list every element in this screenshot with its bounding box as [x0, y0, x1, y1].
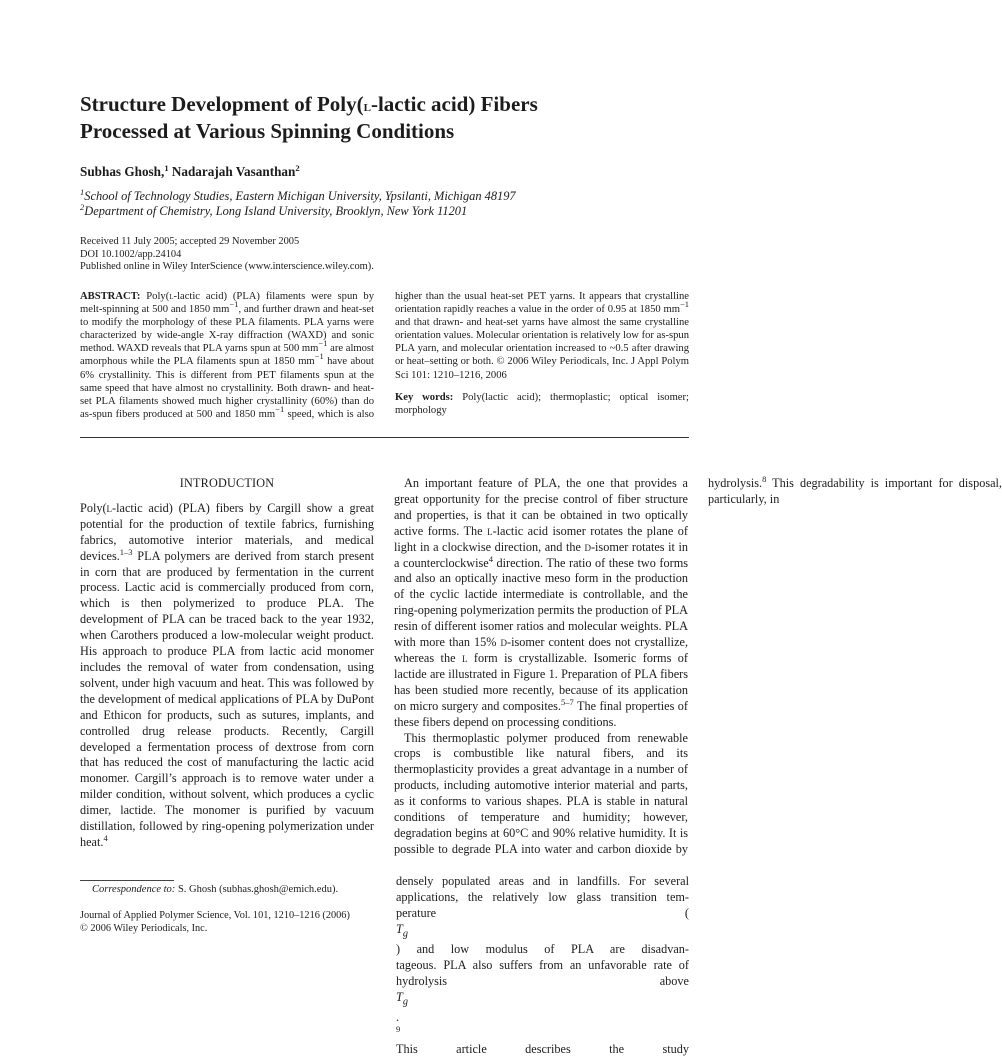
author-name: Subhas Ghosh, — [80, 164, 165, 179]
body-line: densely populated areas and in landfills. For several — [396, 874, 689, 888]
small-caps-text: d — [584, 539, 591, 554]
section-divider — [80, 437, 689, 438]
abstract-superscript: −1 — [679, 299, 689, 310]
title-part: Structure Development of Poly( — [80, 92, 364, 116]
math-symbol: T — [396, 921, 403, 936]
abstract-superscript: −1 — [314, 351, 324, 362]
text-fragment: -isomer rotates it in a counterclockwise — [394, 539, 688, 570]
text-fragment: PLA polymers are derived from starch present in corn that are produced by fermentation in the current process. Lactic acid is commercially produced from corn, which is then polymerized to produce PLA. The development of PLA can be traced back to the year 1932, when Carothers produced a low-molecular weight product. His approach to produce PLA from lactic acid monomer includes the removal of water from condensation, using solvent, under high vacuum and heat. This was followed by the development of medical applications of PLA by DuPont and Ethicon for products, such as sutures, implants, and controlled drug release products. Recently, Cargill developed a fermentation process of dextrose from corn that has reduced the cost of manufacturing the lactic acid monomer. Cargill’s approach is to remove water under a milder condition, without solvent, which produces a cyclic dimer, lactide. The monomer is purified by vacuum distillation, followed by ring-opening polymerization under heat. — [80, 548, 374, 849]
article-body — [80, 474, 1002, 874]
body-paragraph — [80, 501, 374, 851]
citation-superscript: 4 — [103, 832, 108, 843]
text-fragment: . — [396, 1010, 400, 1025]
keywords — [395, 391, 689, 417]
abstract-fragment: Poly( — [140, 291, 170, 302]
small-caps-text: l — [461, 650, 468, 665]
author-affiliation-mark: 1 — [164, 163, 169, 173]
affiliation-mark: 2 — [80, 201, 85, 212]
citation-superscript: 5–7 — [561, 696, 574, 707]
text-fragment: This degradability is important for disposal, particularly, in — [708, 476, 1002, 506]
publication-info — [80, 236, 374, 274]
citation-superscript: 4 — [488, 553, 493, 564]
body-column-tail — [396, 874, 689, 1058]
text-fragment: -lactic acid) (PLA) fibers by Cargill show a great potential for the production of textile fabrics, furnishing fabrics, automotive interior materials, and medical devices. — [80, 500, 374, 563]
text-fragment: perature ( — [396, 905, 689, 920]
abstract-fragment: have about 6% crystallinity. This is different from PET filaments spun at the same speed that have almost no crystallinity. Both drawn- and heat-set PLA filaments showed much higher crystallinity (60%) than do as-spun fibers produced at 500 and 1850 mm — [80, 356, 374, 420]
affiliation-mark: 1 — [80, 187, 85, 197]
title-part: -lactic acid) Fibers — [370, 92, 538, 116]
author-name: Nadarajah Vasanthan — [171, 164, 296, 179]
title-small-caps-l: l — [363, 98, 371, 115]
footnote-divider — [80, 880, 174, 881]
text-fragment: The final properties of these fibers depend on processing conditions. — [394, 698, 688, 729]
math-subscript: g — [402, 996, 408, 1008]
author-affiliation-mark: 2 — [295, 163, 300, 173]
abstract-fragment: are almost amorphous while the PLA filaments spun at 1850 mm — [80, 343, 374, 368]
affiliations — [80, 189, 516, 218]
citation-superscript: 1–3 — [119, 546, 133, 557]
text-fragment: Poly( — [80, 500, 107, 515]
article-title — [80, 92, 700, 144]
correspondence-note — [92, 884, 338, 895]
body-line — [396, 906, 689, 958]
received-date: Received 11 July 2005; accepted 29 November 2005 — [80, 236, 300, 247]
correspondence-label: Correspondence to: — [92, 884, 176, 895]
keywords-label: Key words: — [395, 391, 454, 403]
abstract-fragment: , and further drawn and heat-set to modify the morphology of these PLA filaments. PLA yarns were characterized by wide-angle X-ray diffraction (WAXD) and sonic method. WAXD reveals that PLA yarns spun at 500 mm — [80, 304, 375, 355]
text-fragment: form is crystallizable. Isomeric forms of lactide are illustrated in Figure 1. Preparation of PLA fibers has been studied more recently, because of its application on micro surgery and composites. — [394, 650, 688, 713]
copyright: © 2006 Wiley Periodicals, Inc. — [80, 923, 208, 934]
abstract-fragment: and that drawn- and heat-set yarns have almost the same crystalline orientation values. Molecular orientation is relatively low for as-spun PLA yarn, and molecular orientation increased to ~0.5 after drawing or heat–setting or both. © 2006 Wiley Periodicals, Inc. J Appl Polym Sci 101: 1210–1216, 2006 — [395, 317, 689, 381]
journal-citation — [80, 909, 350, 935]
abstract-fragment: speed, which is also higher than the usual heat-set PET yarns. It appears that crystalline orientation rapidly reaches a value in the order of 0.95 at 1850 mm — [284, 291, 689, 420]
doi: DOI 10.1002/app.24104 — [80, 248, 182, 260]
introduction-heading: INTRODUCTION — [179, 476, 275, 490]
author-list — [80, 164, 300, 180]
math-symbol: T — [396, 989, 403, 1004]
abstract-fragment: -lactic acid) (PLA) filaments were spun by melt-spinning at 500 and 1850 mm — [80, 291, 374, 316]
abstract-superscript: −1 — [275, 403, 285, 414]
math-subscript: g — [402, 928, 408, 940]
citation-superscript: 9 — [396, 1024, 401, 1035]
text-fragment: An important feature of PLA, the one that provides a great opportunity for the precise control of fiber structure and properties, is that it can be obtained in two optically active forms. The — [394, 476, 688, 538]
small-caps-text: l — [487, 523, 493, 538]
small-caps-text: d — [500, 635, 508, 650]
text-fragment: hydrolysis above — [396, 973, 689, 988]
abstract-small-caps: l — [169, 291, 174, 302]
journal-info: Journal of Applied Polymer Science, Vol. 101, 1210–1216 (2006) — [80, 910, 350, 921]
text-fragment: -lactic acid isomer rotates the plane of light in a clockwise direction, and the — [394, 523, 688, 554]
body-line: tageous. PLA also suffers from an unfavorable rate of — [396, 957, 689, 972]
abstract-label: ABSTRACT: — [80, 291, 141, 302]
abstract-superscript: −1 — [229, 299, 239, 310]
text-fragment: This article describes the study — [396, 1041, 689, 1056]
body-line: applications, the relatively low glass transition tem- — [396, 889, 689, 904]
body-line — [396, 974, 689, 1058]
abstract — [80, 290, 689, 426]
text-fragment: direction. The ratio of these two forms and also an optically inactive meso form in the production of the cyclic lactide intermediate is controllable, and the ring-opening polymerization permits the production of PLA resin of different isomer ratios and molecular weights. PLA with more than 15% — [394, 555, 688, 650]
citation-superscript: 8 — [762, 474, 767, 484]
affiliation-text: Department of Chemistry, Long Island University, Brooklyn, New York 11201 — [84, 203, 468, 218]
title-line-2: Processed at Various Spinning Conditions — [80, 119, 455, 143]
text-fragment: This thermoplastic polymer produced from renewable crops is combustible like natural fibers, and its thermoplasticity provides a great advantage in a number of products, including automotive interior material and parts, as it conforms to various shapes. PLA is stable in natural conditions of temperature and humidity; however, degradation begins at 60°C and 90% relative humidity. It is possible to degrade PLA into water and carbon dioxide by hydrolysis. — [394, 476, 763, 856]
abstract-superscript: −1 — [318, 338, 328, 349]
small-caps-text: l — [106, 500, 113, 515]
keywords-text: Poly(lactic acid); thermoplastic; optical isomer; morphology — [395, 391, 689, 416]
published-online: Published online in Wiley InterScience (www.interscience.wiley.com). — [80, 261, 374, 273]
affiliation-text: School of Technology Studies, Eastern Michigan University, Ypsilanti, Michigan 48197 — [84, 189, 516, 203]
correspondence-text: S. Ghosh (subhas.ghosh@emich.edu). — [175, 884, 339, 895]
text-fragment: ) and low modulus of PLA are disadvan- — [396, 942, 689, 957]
body-paragraph — [394, 476, 688, 731]
text-fragment: -isomer content does not crystallize, whereas the — [394, 635, 689, 665]
